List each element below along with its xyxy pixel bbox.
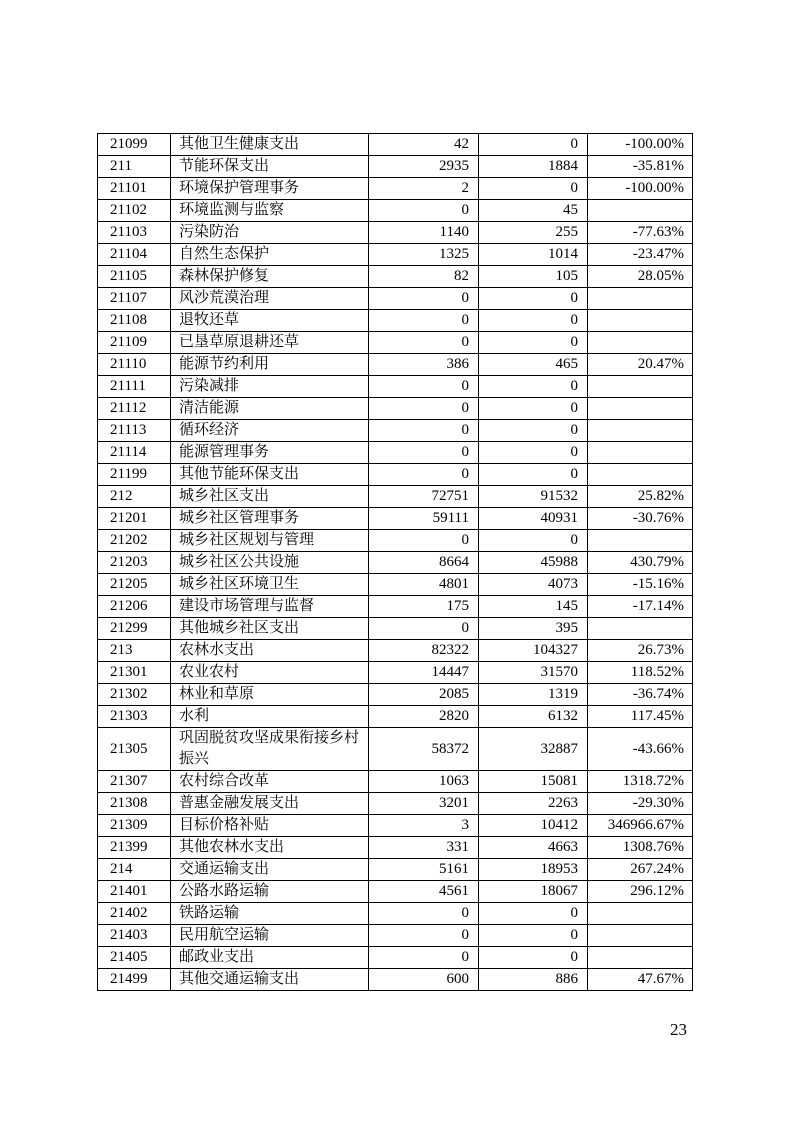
cell-name: 普惠金融发展支出 [171,793,369,815]
cell-change-pct [588,464,693,486]
cell-code: 21099 [98,134,171,156]
cell-value-2: 0 [479,464,588,486]
cell-code: 21402 [98,903,171,925]
cell-code: 21104 [98,244,171,266]
cell-name: 农林水支出 [171,640,369,662]
table-row [98,464,693,486]
cell-value-2: 105 [479,266,588,288]
cell-change-pct: 1318.72% [588,771,693,793]
cell-value-1: 2085 [369,684,479,706]
table-row [98,266,693,288]
cell-change-pct: 1308.76% [588,837,693,859]
cell-name: 交通运输支出 [171,859,369,881]
cell-code: 21299 [98,618,171,640]
table-row [98,969,693,991]
cell-value-1: 331 [369,837,479,859]
cell-value-2: 145 [479,596,588,618]
cell-name: 自然生态保护 [171,244,369,266]
cell-name: 农村综合改革 [171,771,369,793]
cell-change-pct [588,310,693,332]
table-row [98,288,693,310]
cell-change-pct: -30.76% [588,508,693,530]
cell-value-1: 82 [369,266,479,288]
cell-change-pct [588,530,693,552]
cell-value-2: 0 [479,903,588,925]
cell-value-1: 2935 [369,156,479,178]
cell-code: 21203 [98,552,171,574]
table-row [98,354,693,376]
cell-code: 21401 [98,881,171,903]
cell-name: 节能环保支出 [171,156,369,178]
cell-change-pct: -23.47% [588,244,693,266]
table-row [98,618,693,640]
cell-name: 其他农林水支出 [171,837,369,859]
cell-change-pct [588,903,693,925]
cell-name: 邮政业支出 [171,947,369,969]
cell-name: 环境监测与监察 [171,200,369,222]
cell-value-2: 4663 [479,837,588,859]
cell-code: 21206 [98,596,171,618]
cell-value-2: 104327 [479,640,588,662]
cell-value-2: 18953 [479,859,588,881]
cell-change-pct: 26.73% [588,640,693,662]
cell-value-2: 465 [479,354,588,376]
cell-change-pct [588,925,693,947]
cell-value-1: 0 [369,464,479,486]
cell-value-2: 1319 [479,684,588,706]
table-row [98,310,693,332]
cell-value-1: 59111 [369,508,479,530]
cell-value-1: 2 [369,178,479,200]
cell-value-1: 14447 [369,662,479,684]
table-row [98,552,693,574]
table-row [98,200,693,222]
table-row [98,903,693,925]
cell-code: 21309 [98,815,171,837]
cell-value-2: 1884 [479,156,588,178]
table-row [98,815,693,837]
table-row [98,706,693,728]
cell-value-1: 2820 [369,706,479,728]
cell-code: 21305 [98,728,171,771]
cell-name: 城乡社区支出 [171,486,369,508]
cell-change-pct: -43.66% [588,728,693,771]
cell-name: 其他节能环保支出 [171,464,369,486]
cell-code: 21112 [98,398,171,420]
cell-code: 21202 [98,530,171,552]
cell-value-1: 8664 [369,552,479,574]
cell-change-pct [588,420,693,442]
cell-change-pct: -36.74% [588,684,693,706]
cell-change-pct [588,618,693,640]
cell-value-1: 5161 [369,859,479,881]
cell-change-pct [588,376,693,398]
cell-name: 循环经济 [171,420,369,442]
table-row [98,662,693,684]
cell-value-2: 91532 [479,486,588,508]
cell-change-pct: 47.67% [588,969,693,991]
cell-name: 城乡社区规划与管理 [171,530,369,552]
cell-change-pct: -15.16% [588,574,693,596]
cell-name: 其他卫生健康支出 [171,134,369,156]
cell-value-1: 0 [369,903,479,925]
cell-value-1: 0 [369,332,479,354]
cell-value-1: 3201 [369,793,479,815]
cell-value-1: 0 [369,442,479,464]
cell-value-2: 0 [479,530,588,552]
cell-value-2: 0 [479,442,588,464]
cell-code: 21205 [98,574,171,596]
cell-code: 21199 [98,464,171,486]
cell-value-2: 0 [479,310,588,332]
cell-value-1: 0 [369,530,479,552]
cell-code: 21105 [98,266,171,288]
cell-code: 21303 [98,706,171,728]
cell-value-2: 15081 [479,771,588,793]
cell-value-2: 31570 [479,662,588,684]
cell-change-pct: 267.24% [588,859,693,881]
cell-name: 污染减排 [171,376,369,398]
table-row [98,837,693,859]
table-row [98,925,693,947]
cell-code: 21107 [98,288,171,310]
cell-value-1: 0 [369,925,479,947]
cell-value-1: 72751 [369,486,479,508]
cell-value-2: 18067 [479,881,588,903]
cell-value-2: 0 [479,925,588,947]
cell-code: 21110 [98,354,171,376]
cell-value-2: 10412 [479,815,588,837]
table-row [98,771,693,793]
cell-value-1: 3 [369,815,479,837]
cell-name: 森林保护修复 [171,266,369,288]
cell-name: 其他交通运输支出 [171,969,369,991]
cell-value-1: 0 [369,288,479,310]
table-row [98,442,693,464]
cell-code: 21102 [98,200,171,222]
cell-value-1: 0 [369,398,479,420]
cell-value-1: 600 [369,969,479,991]
table-row [98,156,693,178]
cell-value-1: 0 [369,200,479,222]
cell-value-1: 4561 [369,881,479,903]
cell-value-2: 6132 [479,706,588,728]
cell-change-pct: 28.05% [588,266,693,288]
cell-name: 能源管理事务 [171,442,369,464]
cell-value-1: 1140 [369,222,479,244]
cell-code: 212 [98,486,171,508]
cell-change-pct [588,442,693,464]
table-row [98,178,693,200]
table-row [98,728,693,771]
cell-name: 农业农村 [171,662,369,684]
table-row [98,222,693,244]
cell-change-pct [588,947,693,969]
cell-code: 211 [98,156,171,178]
cell-change-pct: -100.00% [588,134,693,156]
cell-value-1: 0 [369,310,479,332]
cell-code: 21308 [98,793,171,815]
cell-code: 21201 [98,508,171,530]
cell-name: 巩固脱贫攻坚成果衔接乡村振兴 [171,728,369,771]
cell-code: 213 [98,640,171,662]
cell-value-1: 0 [369,420,479,442]
cell-value-1: 0 [369,618,479,640]
cell-change-pct: 296.12% [588,881,693,903]
table-row [98,376,693,398]
cell-name: 城乡社区公共设施 [171,552,369,574]
table-row [98,859,693,881]
cell-value-2: 0 [479,420,588,442]
cell-change-pct [588,200,693,222]
cell-change-pct: -77.63% [588,222,693,244]
table-row [98,244,693,266]
cell-change-pct: -17.14% [588,596,693,618]
cell-code: 21302 [98,684,171,706]
cell-code: 21405 [98,947,171,969]
cell-change-pct: 25.82% [588,486,693,508]
cell-value-2: 395 [479,618,588,640]
cell-value-2: 255 [479,222,588,244]
cell-value-1: 0 [369,376,479,398]
table-row [98,574,693,596]
cell-value-2: 886 [479,969,588,991]
cell-value-2: 2263 [479,793,588,815]
cell-value-2: 0 [479,947,588,969]
cell-code: 21499 [98,969,171,991]
cell-value-2: 45988 [479,552,588,574]
cell-value-2: 1014 [479,244,588,266]
cell-code: 21101 [98,178,171,200]
table-row [98,398,693,420]
cell-code: 21399 [98,837,171,859]
cell-name: 民用航空运输 [171,925,369,947]
cell-value-1: 82322 [369,640,479,662]
cell-change-pct [588,288,693,310]
table-row [98,596,693,618]
cell-change-pct: 117.45% [588,706,693,728]
cell-value-2: 0 [479,178,588,200]
cell-value-1: 58372 [369,728,479,771]
cell-change-pct: -29.30% [588,793,693,815]
cell-change-pct [588,332,693,354]
cell-change-pct: 118.52% [588,662,693,684]
cell-change-pct: 346966.67% [588,815,693,837]
cell-name: 公路水路运输 [171,881,369,903]
table-row [98,486,693,508]
cell-code: 21114 [98,442,171,464]
cell-code: 21109 [98,332,171,354]
cell-name: 已垦草原退耕还草 [171,332,369,354]
cell-value-1: 1325 [369,244,479,266]
cell-code: 21103 [98,222,171,244]
cell-value-1: 175 [369,596,479,618]
cell-name: 风沙荒漠治理 [171,288,369,310]
cell-name: 铁路运输 [171,903,369,925]
cell-value-1: 4801 [369,574,479,596]
cell-name: 林业和草原 [171,684,369,706]
cell-name: 城乡社区管理事务 [171,508,369,530]
cell-name: 其他城乡社区支出 [171,618,369,640]
cell-name: 城乡社区环境卫生 [171,574,369,596]
cell-value-1: 0 [369,947,479,969]
cell-value-1: 1063 [369,771,479,793]
expenditure-table [97,133,693,991]
cell-code: 214 [98,859,171,881]
cell-change-pct: 20.47% [588,354,693,376]
cell-code: 21113 [98,420,171,442]
cell-code: 21403 [98,925,171,947]
cell-name: 环境保护管理事务 [171,178,369,200]
cell-name: 清洁能源 [171,398,369,420]
cell-code: 21108 [98,310,171,332]
cell-name: 能源节约利用 [171,354,369,376]
cell-value-1: 42 [369,134,479,156]
cell-value-2: 0 [479,332,588,354]
cell-change-pct: 430.79% [588,552,693,574]
cell-value-2: 0 [479,134,588,156]
cell-code: 21307 [98,771,171,793]
cell-name: 水利 [171,706,369,728]
table-row [98,793,693,815]
cell-value-2: 40931 [479,508,588,530]
table-row [98,508,693,530]
cell-change-pct: -35.81% [588,156,693,178]
table-row [98,420,693,442]
cell-value-1: 386 [369,354,479,376]
cell-code: 21111 [98,376,171,398]
table-row [98,332,693,354]
table-row [98,134,693,156]
cell-value-2: 0 [479,288,588,310]
cell-value-2: 0 [479,376,588,398]
table-row [98,684,693,706]
cell-name: 退牧还草 [171,310,369,332]
cell-value-2: 45 [479,200,588,222]
expenditure-table-body [98,134,693,991]
cell-name: 建设市场管理与监督 [171,596,369,618]
cell-value-2: 0 [479,398,588,420]
table-row [98,530,693,552]
page-number: 23 [670,1020,687,1039]
cell-code: 21301 [98,662,171,684]
table-row [98,947,693,969]
cell-name: 目标价格补贴 [171,815,369,837]
table-row [98,640,693,662]
cell-change-pct [588,398,693,420]
cell-change-pct: -100.00% [588,178,693,200]
cell-name: 污染防治 [171,222,369,244]
table-row [98,881,693,903]
cell-value-2: 4073 [479,574,588,596]
cell-value-2: 32887 [479,728,588,771]
